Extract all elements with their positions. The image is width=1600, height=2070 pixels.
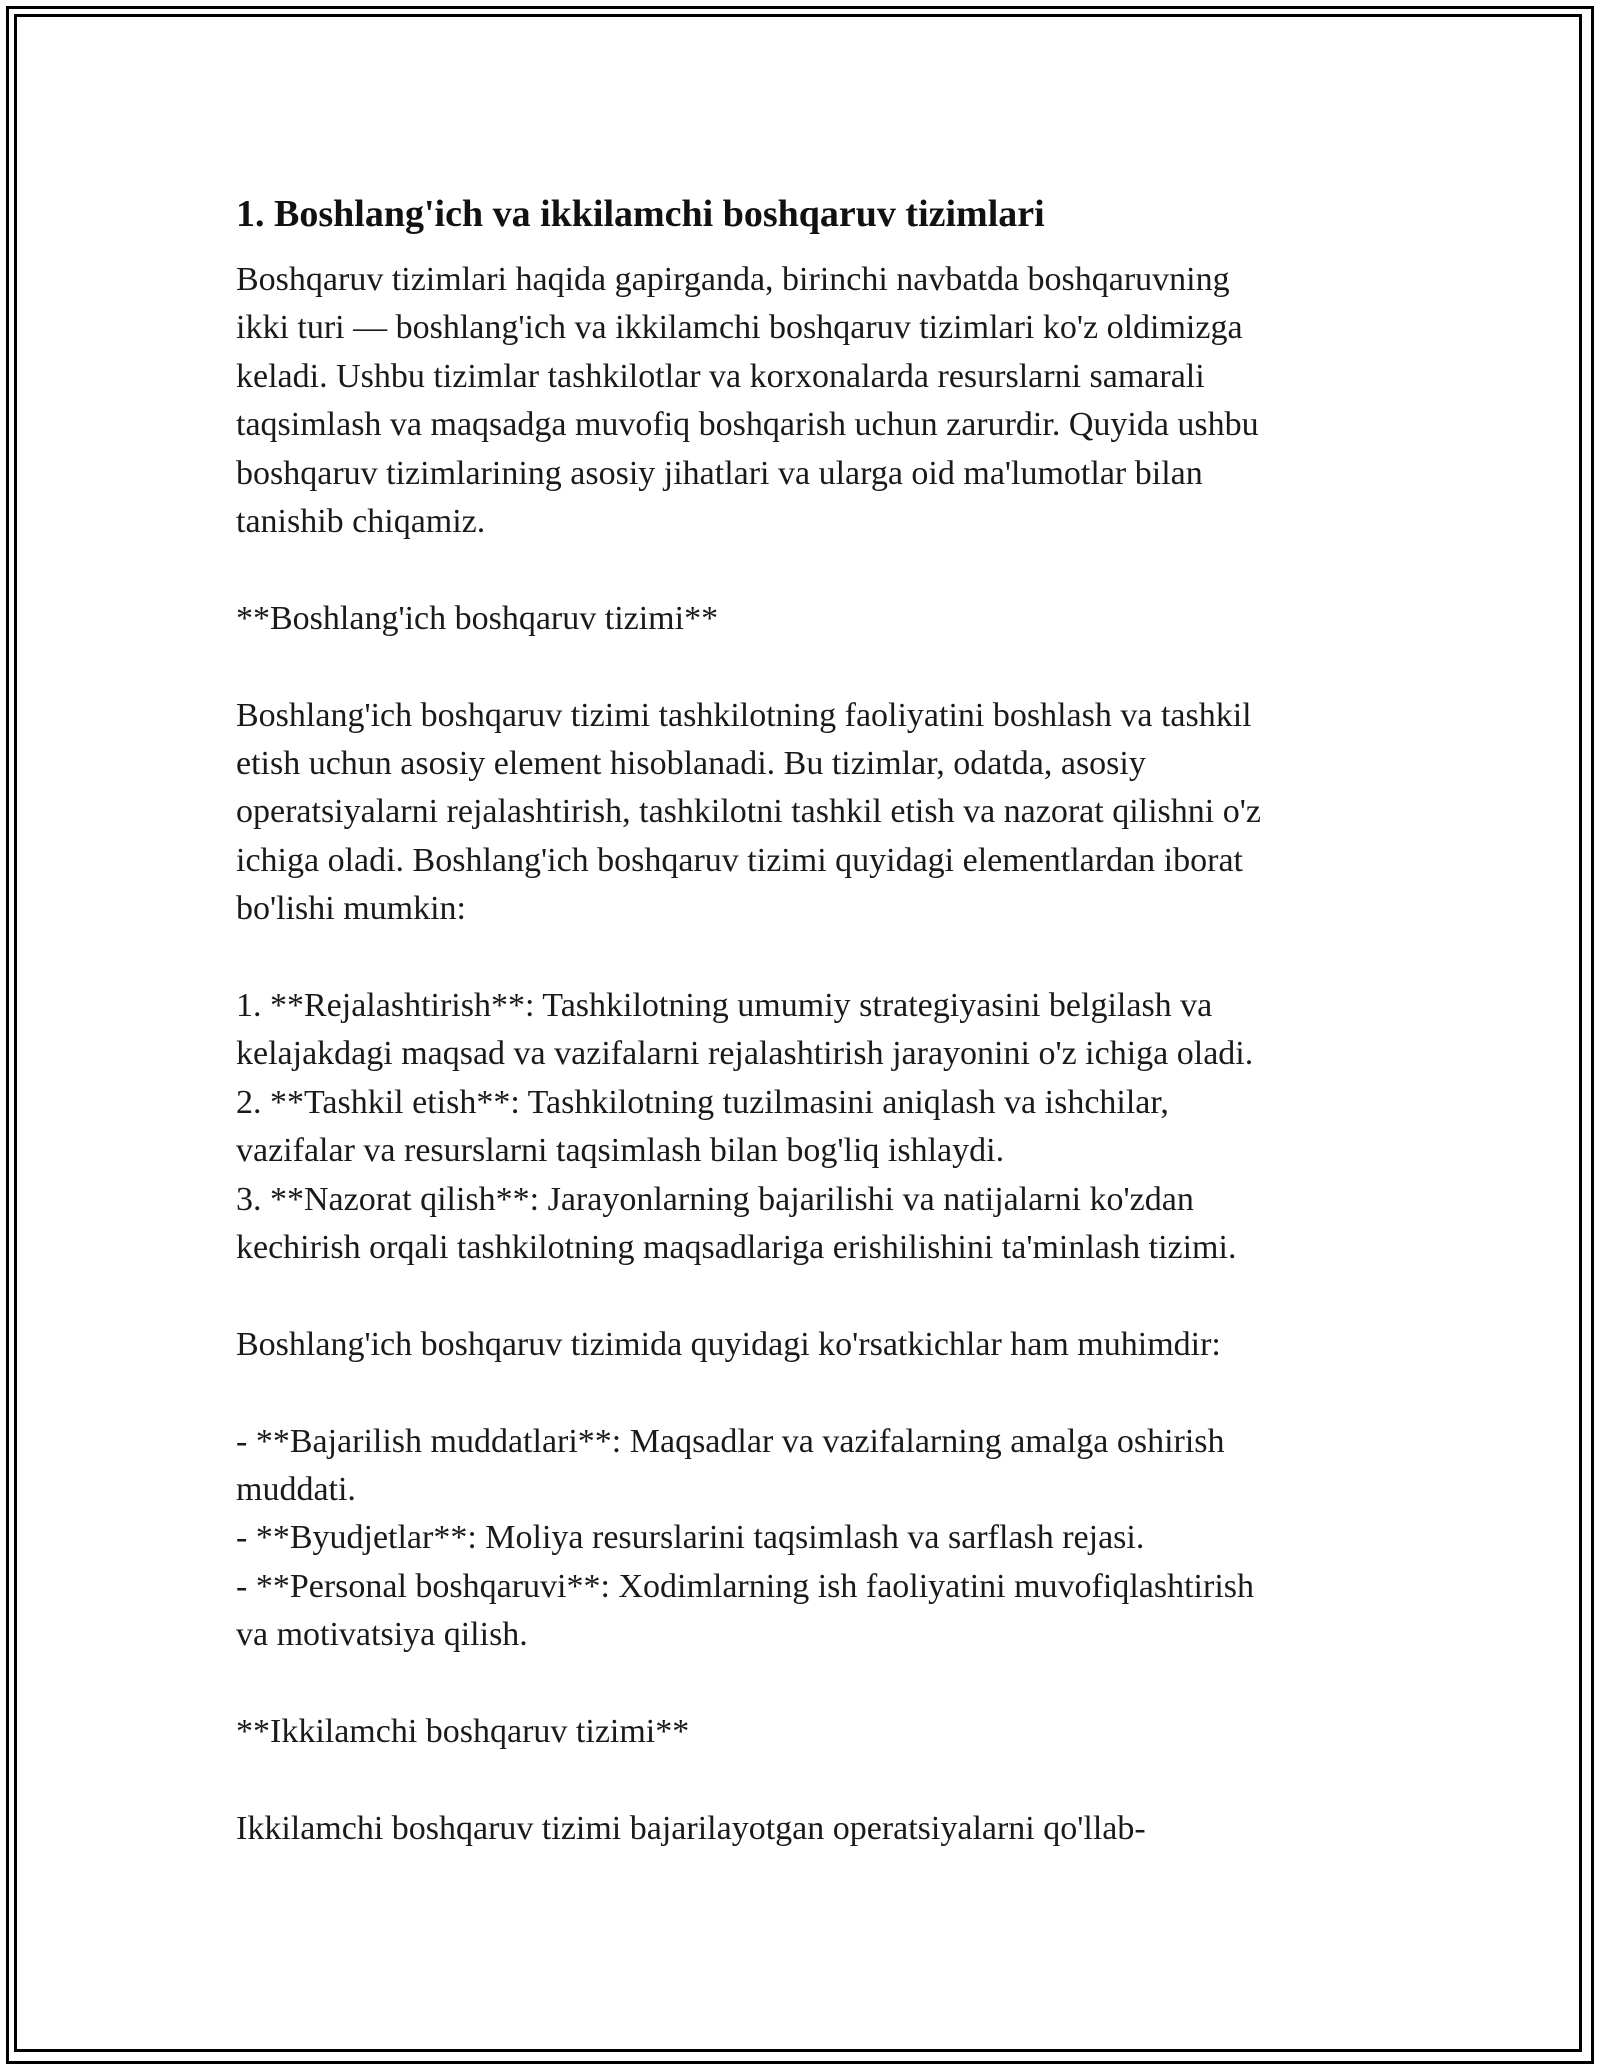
text-line: ichiga oladi. Boshlang'ich boshqaruv tizimi quyidagi elementlardan iborat: [236, 841, 1243, 879]
paragraph-gap: [236, 1369, 1366, 1417]
paragraph-gap: [236, 546, 1366, 594]
text-line: boshqaruv tizimlarining asosiy jihatlari va ularga oid ma'lumotlar bilan: [236, 454, 1203, 492]
list-item: 3. **Nazorat qilish**: Jarayonlarning bajarilishi va natijalarni ko'zdan: [236, 1180, 1194, 1218]
primary-system-title: **Boshlang'ich boshqaruv tizimi**: [236, 599, 719, 637]
text-line: tanishib chiqamiz.: [236, 503, 486, 541]
primary-system-description: [236, 692, 1366, 934]
paragraph-gap: [236, 643, 1366, 691]
list-item: 1. **Rejalashtirish**: Tashkilotning umumiy strategiyasini belgilash va: [236, 987, 1213, 1025]
text-line: etish uchun asosiy element hisoblanadi. Bu tizimlar, odatda, asosiy: [236, 745, 1146, 783]
bullet-list: [236, 1418, 1366, 1660]
text-line: muddati.: [236, 1471, 356, 1509]
text-line: operatsiyalarni rejalashtirish, tashkilotni tashkil etish va nazorat qilishni o'z: [236, 793, 1261, 831]
list-item: 2. **Tashkil etish**: Tashkilotning tuzilmasini aniqlash va ishchilar,: [236, 1083, 1169, 1121]
text-line: Ikkilamchi boshqaruv tizimi bajarilayotgan operatsiyalarni qo'llab-: [236, 1809, 1146, 1847]
text-line: bo'lishi mumkin:: [236, 890, 466, 928]
text-line: keladi. Ushbu tizimlar tashkilotlar va korxonalarda resurslarni samarali: [236, 357, 1205, 395]
text-line: ikki turi — boshlang'ich va ikkilamchi boshqaruv tizimlari ko'z oldimizga: [236, 309, 1243, 347]
text-line: va motivatsiya qilish.: [236, 1616, 528, 1654]
document-body: [236, 188, 1366, 1853]
section-heading: 1. Boshlang'ich va ikkilamchi boshqaruv tizimlari: [236, 193, 1045, 235]
paragraph-gap: [236, 934, 1366, 982]
secondary-system-title: **Ikkilamchi boshqaruv tizimi**: [236, 1713, 690, 1751]
paragraph-gap: [236, 1757, 1366, 1805]
paragraph-gap: [236, 1660, 1366, 1708]
text-line: taqsimlash va maqsadga muvofiq boshqarish uchun zarurdir. Quyida ushbu: [236, 406, 1259, 444]
intro-paragraph: [236, 256, 1366, 546]
secondary-system-description: [236, 1805, 1366, 1853]
text-line: vazifalar va resurslarni taqsimlash bilan bog'liq ishlaydi.: [236, 1132, 1005, 1170]
list-item: - **Bajarilish muddatlari**: Maqsadlar va vazifalarning amalga oshirish: [236, 1422, 1225, 1460]
list-item: - **Byudjetlar**: Moliya resurslarini taqsimlash va sarflash rejasi.: [236, 1519, 1145, 1557]
indicators-intro: Boshlang'ich boshqaruv tizimida quyidagi ko'rsatkichlar ham muhimdir:: [236, 1325, 1221, 1363]
text-line: kelajakdagi maqsad va vazifalarni rejalashtirish jarayonini o'z ichiga oladi.: [236, 1035, 1254, 1073]
paragraph-gap: [236, 1272, 1366, 1320]
numbered-list: [236, 982, 1366, 1272]
text-line: kechirish orqali tashkilotning maqsadlariga erishilishini ta'minlash tizimi.: [236, 1229, 1237, 1267]
text-line: Boshlang'ich boshqaruv tizimi tashkilotning faoliyatini boshlash va tashkil: [236, 696, 1252, 734]
list-item: - **Personal boshqaruvi**: Xodimlarning ish faoliyatini muvofiqlashtirish: [236, 1567, 1254, 1605]
text-line: Boshqaruv tizimlari haqida gapirganda, birinchi navbatda boshqaruvning: [236, 261, 1230, 298]
